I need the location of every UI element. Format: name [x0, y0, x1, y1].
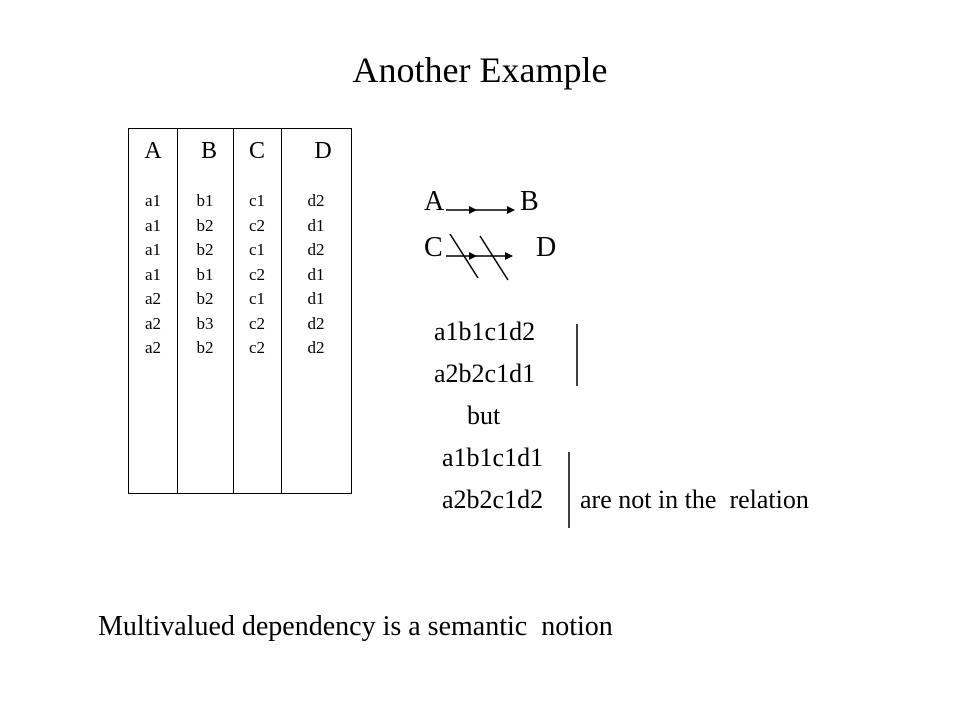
tuple-not-in-relation: a2b2c1d2 — [442, 485, 544, 514]
table-cell: c2 — [248, 215, 266, 235]
column-header: A — [144, 138, 162, 164]
table-cell: c1 — [248, 289, 266, 308]
table-cell: c2 — [248, 338, 266, 357]
table-cell: d2 — [307, 338, 325, 357]
table-cell: d1 — [307, 264, 325, 284]
table-cell: a2 — [144, 289, 162, 308]
table-cell: a1 — [144, 215, 162, 235]
mvd-right-attr: B — [520, 186, 539, 217]
not-mvd-left-attr: C — [424, 232, 443, 263]
table-cell: d2 — [307, 313, 325, 333]
table-cell: a1 — [144, 191, 162, 210]
tuple-in-relation: a2b2c1d1 — [434, 359, 536, 388]
table-cell: c2 — [248, 264, 266, 284]
table-cell: d2 — [307, 240, 325, 259]
not-mvd-right-attr: D — [536, 232, 557, 263]
table-cell: c2 — [248, 313, 266, 333]
table-cell: b1 — [196, 191, 214, 210]
table-cell: d2 — [307, 191, 325, 210]
column-header: C — [248, 138, 265, 164]
column-header: D — [314, 138, 332, 164]
slide-title: Another Example — [352, 50, 608, 90]
table-cell: c1 — [248, 191, 266, 210]
table-cell: d1 — [307, 289, 325, 308]
table-cell: c1 — [248, 240, 266, 259]
table-cell: b2 — [196, 240, 214, 259]
tuple-not-in-relation: a1b1c1d1 — [442, 443, 544, 472]
table-cell: b2 — [196, 338, 214, 357]
table-cell: a1 — [144, 240, 162, 259]
tuple-in-relation: a1b1c1d2 — [434, 317, 536, 346]
table-cell: a2 — [144, 313, 162, 333]
table-cell: b3 — [196, 313, 214, 333]
table-cell: d1 — [307, 215, 325, 235]
table-cell: a1 — [144, 264, 162, 284]
table-cell: a2 — [144, 338, 162, 357]
table-cell: b2 — [196, 215, 214, 235]
column-header: B — [200, 138, 217, 164]
footer-statement: Multivalued dependency is a semantic notion — [98, 611, 613, 642]
table-cell: b1 — [196, 264, 214, 284]
but-label: but — [467, 401, 501, 430]
mvd-left-attr: A — [424, 186, 445, 217]
table-cell: b2 — [196, 289, 214, 308]
not-mvd-arrow-icon — [446, 234, 512, 280]
not-in-relation-note: are not in the relation — [580, 485, 809, 514]
